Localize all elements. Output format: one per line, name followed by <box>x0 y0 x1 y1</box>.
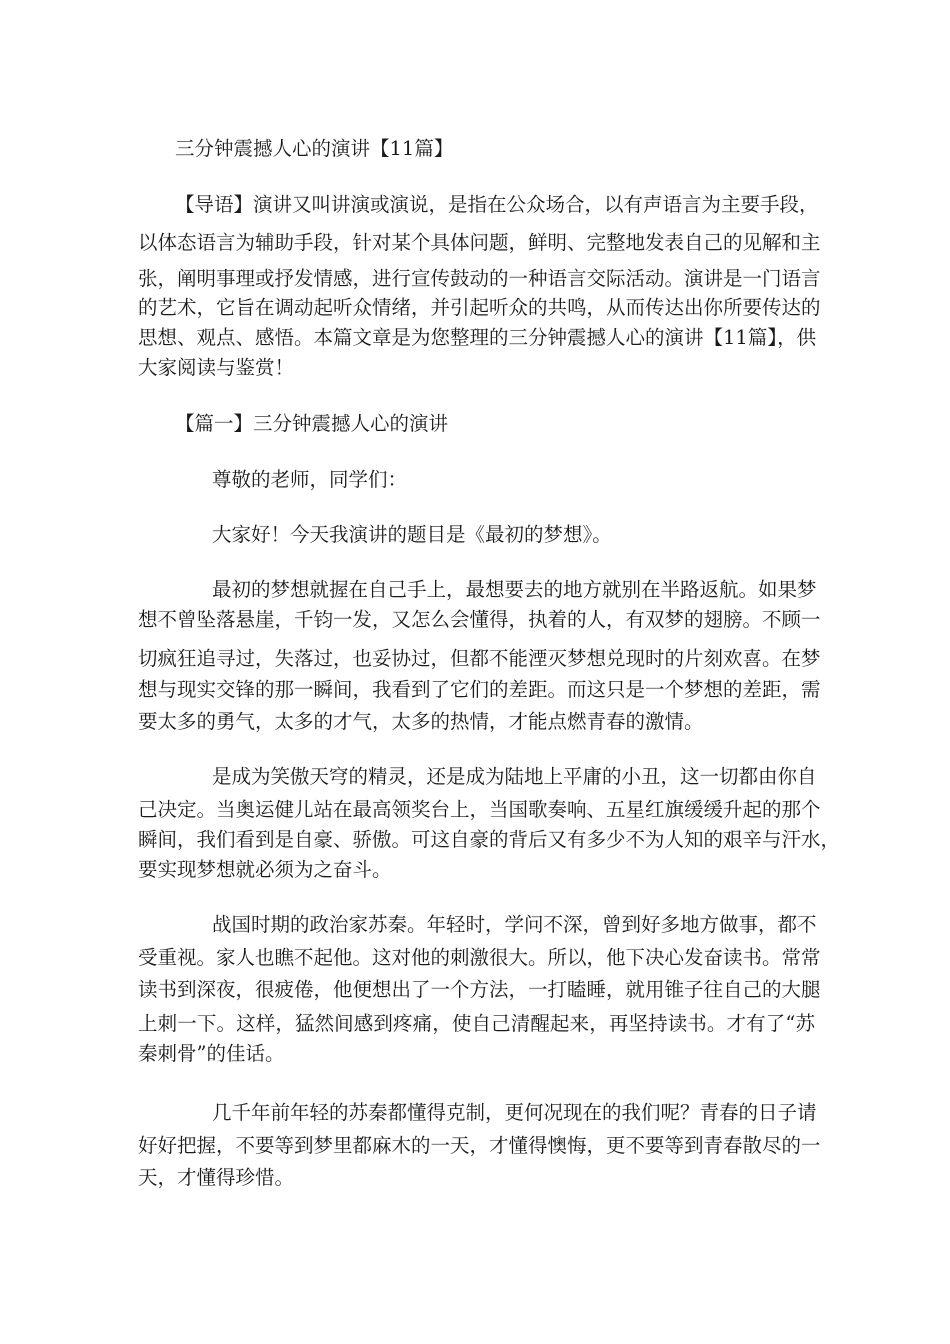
paragraph-line: 己决定。当奥运健儿站在最高领奖台上，当国歌奏响、五星红旗缓缓升起的那个 <box>138 798 821 821</box>
intro-line: 大家阅读与鉴赏！ <box>138 356 295 379</box>
paragraph-line: 秦刺骨”的佳话。 <box>138 1042 285 1065</box>
salutation: 尊敬的老师，同学们： <box>212 468 408 491</box>
intro-line: 张，阐明事理或抒发情感，进行宣传鼓动的一种语言交际活动。演讲是一门语言 <box>138 267 821 290</box>
paragraph-line: 想不曾坠落悬崖，千钧一发，又怎么会懂得，执着的人，有双梦的翅膀。不顾一 <box>138 608 821 631</box>
paragraph-line: 是成为笑傲天穹的精灵，还是成为陆地上平庸的小丑，这一切都由你自 <box>212 765 817 788</box>
intro-line: 的艺术，它旨在调动起听众情绪，并引起听众的共鸣，从而传达出你所要传达的 <box>138 296 821 319</box>
paragraph-line: 要实现梦想就必须为之奋斗。 <box>138 858 392 881</box>
paragraph-line: 切疯狂追寻过，失落过，也妥协过，但都不能湮灭梦想兑现时的片刻欢喜。在梦 <box>138 647 821 670</box>
paragraph-line: 要太多的勇气，太多的才气，太多的热情，才能点燃青春的激情。 <box>138 710 704 733</box>
document-title: 三分钟震撼人心的演讲【11篇】 <box>175 137 454 160</box>
paragraph-line: 瞬间，我们看到是自豪、骄傲。可这自豪的背后又有多少不为人知的艰辛与汗水， <box>138 828 841 851</box>
section-heading: 【篇一】三分钟震撼人心的演讲 <box>175 412 449 435</box>
paragraph-line: 读书到深夜，很疲倦，他便想出了一个方法，一打瞌睡，就用锥子往自己的大腿 <box>138 978 821 1001</box>
paragraph-line: 好好把握，不要等到梦里都麻木的一天，才懂得懊悔，更不要等到青春散尽的一 <box>138 1134 821 1157</box>
paragraph-line: 最初的梦想就握在自己手上，最想要去的地方就别在半路返航。如果梦 <box>212 578 817 601</box>
intro-line: 以体态语言为辅助手段，针对某个具体问题，鲜明、完整地发表自己的见解和主 <box>138 231 821 254</box>
intro-line: 思想、观点、感悟。本篇文章是为您整理的三分钟震撼人心的演讲【11篇】，供 <box>138 326 817 349</box>
paragraph-line: 战国时期的政治家苏秦。年轻时，学问不深，曾到好多地方做事，都不 <box>212 913 817 936</box>
paragraph-line: 想与现实交锋的那一瞬间，我看到了它们的差距。而这只是一个梦想的差距，需 <box>138 678 821 701</box>
paragraph-line: 受重视。家人也瞧不起他。这对他的刺激很大。所以，他下决心发奋读书。常常 <box>138 946 821 969</box>
paragraph-line: 天，才懂得珍惜。 <box>138 1166 295 1189</box>
opening-line: 大家好！今天我演讲的题目是《最初的梦想》。 <box>212 523 612 546</box>
paragraph-line: 上刺一下。这样，猛然间感到疼痛，使自己清醒起来，再坚持读书。才有了“苏 <box>138 1012 815 1035</box>
paragraph-line: 几千年前年轻的苏秦都懂得克制，更何况现在的我们呢？青春的日子请 <box>212 1101 817 1124</box>
intro-line: 【导语】演讲又叫讲演或演说，是指在公众场合，以有声语言为主要手段， <box>175 193 819 216</box>
